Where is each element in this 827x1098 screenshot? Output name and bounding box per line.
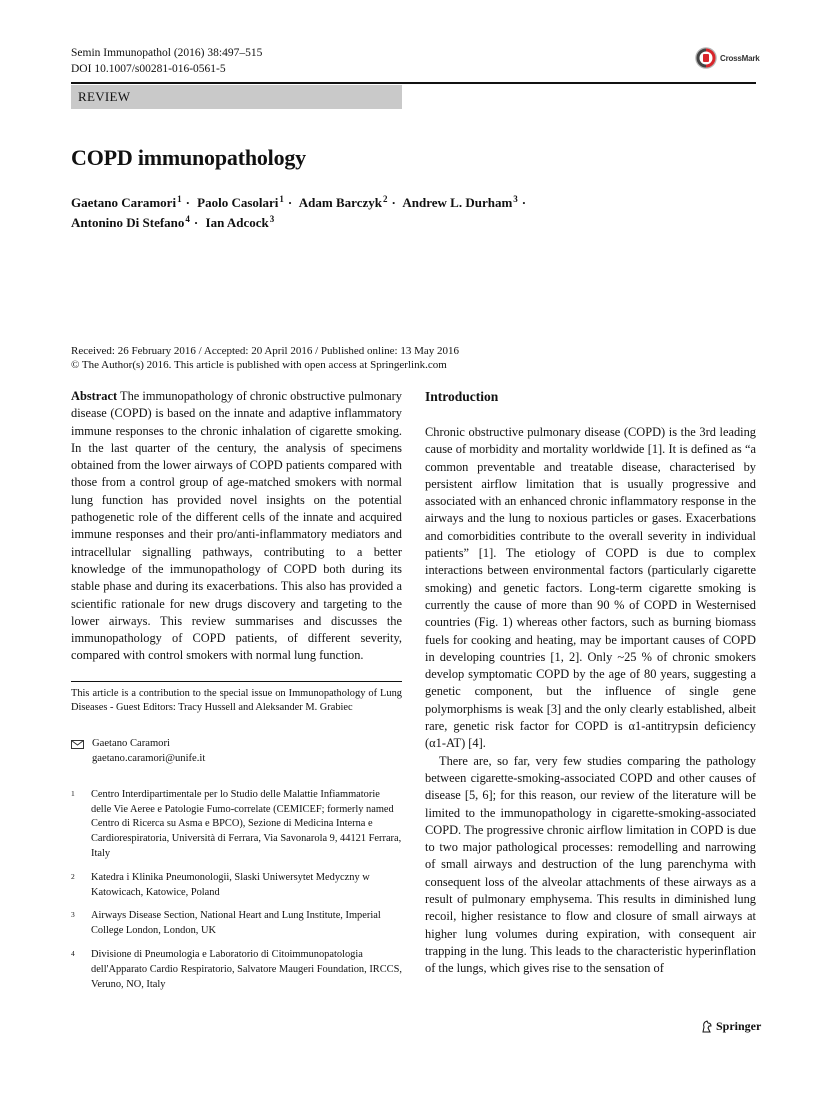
correspondence-email[interactable]: gaetano.caramori@unife.it (92, 752, 206, 764)
header-rule (71, 82, 756, 84)
affiliation-text: Airways Disease Section, National Heart and Lung Institute, Imperial College London, London, UK (91, 910, 381, 937)
author-affiliation-mark: 3 (269, 214, 275, 224)
publication-dates (71, 344, 459, 372)
affiliation-item (71, 948, 402, 992)
publisher-name: Springer (716, 1019, 762, 1033)
author-affiliation-mark: 4 (185, 214, 190, 224)
affiliation-item (71, 788, 402, 862)
crossmark-label: CrossMark (720, 53, 760, 63)
correspondence-name: Gaetano Caramori (92, 737, 170, 749)
crossmark-badge[interactable] (695, 47, 760, 69)
author-name[interactable]: Gaetano Caramori (71, 195, 177, 210)
right-column (425, 388, 756, 978)
springer-horse-icon (701, 1020, 713, 1033)
divider (71, 681, 402, 682)
contribution-note: This article is a contribution to the special issue on Immunopathology of Lung Diseases - Guest Editors: Tracy Hussell and Aleksander M. Grabiec (71, 687, 402, 714)
author-name[interactable]: Antonino Di Stefano (71, 215, 185, 230)
copyright-line: © The Author(s) 2016. This article is published with open access at Springerlink.com (71, 359, 447, 371)
author-name[interactable]: Ian Adcock (205, 215, 269, 230)
abstract-text: The immunopathology of chronic obstructive pulmonary disease (COPD) is based on the innate and adaptive inflammatory immune responses to the chronic inhalation of cigarette smoking. In the last quarter of the century, the analysis of specimens obtained from the lower airways of COPD patients compared with those from a control group of age-matched smokers with normal lung function has provided novel insights on the potential pathogenetic role of the different cells of the innate and acquired immune responses and their pro/anti-inflammatory mediators and intracellular signalling pathways, contributing to a better knowledge of the immunopathology of COPD both during its stable phase and during its exacerbations. This also has provided a scientific rationale for new drugs discovery and targeting to the lower airways. This review summarises and discusses the immunopathology of COPD patients, of different severity, compared with control smokers with normal lung function. (71, 389, 402, 663)
affiliation-number: 4 (71, 948, 75, 958)
affiliations (71, 788, 402, 993)
author-list: Gaetano Caramori$^1$ · Paolo Casolari$^1$ · Adam Barczyk$^2$ · Andrew L. Durham$^3$ · Antonino Di Stefano$^4$ · Ian Adcock$^3$ (71, 194, 527, 230)
affiliation-item (71, 909, 402, 939)
article-title: COPD immunopathology (71, 145, 306, 170)
affiliation-number: 1 (71, 788, 75, 798)
affiliation-text: Katedra i Klinika Pneumonologii, Slaski Uniwersytet Medyczny w Katowicach, Katowice, Poland (91, 871, 370, 898)
section-heading: Introduction (425, 389, 499, 404)
affiliation-number: 3 (71, 910, 75, 920)
intro-paragraph: There are, so far, very few studies comparing the pathology between cigarette-smoking-associated COPD and other causes of disease [5, 6]; for this reason, our review of the literature will be limited to the immunopathology in cigarette-smoking-associated COPD. The progressive chronic airflow limitation in COPD is due to two major pathological processes: remodelling and narrowing of small airways and destruction of the lung parenchyma with consequent loss of the alveolar attachments of these airways as a result of pulmonary emphysema. This results in diminished lung recoil, higher resistance to flow and closure of small airways at higher lung volumes during expiration, with consequent air trapping in the lung. This leads to the characteristic hyperinflation of the lungs, which gives rise to the sensation of (425, 753, 756, 976)
envelope-icon (71, 740, 84, 749)
intro-paragraph: Chronic obstructive pulmonary disease (COPD) is the 3rd leading cause of morbidity and mortality worldwide [1]. It is defined as “a common preventable and treatable disease, characterised by persistent airflow limitation that is usually progressive and associated with an enhanced chronic inflammatory response in the airways and the lung to noxious particles or gases. Exacerbations and comorbidities contribute to the overall severity in individual patients” [1]. The etiology of COPD is due to complex interactions between environmental factors (particularly cigarette smoking) and genetic factors. Long-term cigarette smoking is currently the cause of more than 90 % of COPD in Westernised countries (Fig. 1) whereas other factors, such as burning biomass fuels for cooking and heating, may be important causes of COPD in developing countries [1, 2]. Only ~25 % of chronic smokers develop symptomatic COPD by the age of 80 years, suggesting a genetic component, but the influence of single gene polymorphisms is weak [3] and the only clearly established, albeit rare, genetic risk factor for COPD is α1-antitrypsin deficiency (α1-AT) [4]. (425, 425, 756, 751)
affiliation-text: Centro Interdipartimentale per lo Studio delle Malattie Infiammatorie delle Vie Aeree e Patologie Fumo-correlate (CEMICEF; formerly named Centro di Ricerca su Asma e BPCO), Sezione di Medicina Interna e Cardiorespiratoria, Università di Ferrara, Via Savonarola 9, 44121 Ferrara, Italy (91, 788, 402, 859)
author-affiliation-mark: 1 (177, 194, 182, 204)
author-affiliation-mark: 1 (279, 194, 284, 204)
abstract-label: Abstract (71, 389, 118, 403)
journal-citation: Semin Immunopathol (2016) 38:497–515 (71, 47, 263, 59)
author-name[interactable]: Paolo Casolari (197, 195, 279, 210)
section-label: REVIEW (71, 85, 402, 109)
author-name[interactable]: Andrew L. Durham (402, 195, 513, 210)
dates-line: Received: 26 February 2016 / Accepted: 20 April 2016 / Published online: 13 May 2016 (71, 345, 459, 357)
left-column (71, 388, 402, 1001)
journal-header (71, 45, 262, 77)
author-affiliation-mark: 2 (382, 194, 388, 204)
crossmark-icon (695, 47, 717, 69)
affiliation-number: 2 (71, 871, 75, 881)
correspondence (71, 736, 402, 766)
abstract (71, 388, 402, 665)
publisher-logo (701, 1019, 761, 1034)
author-affiliation-mark: 3 (513, 194, 518, 204)
affiliation-item (71, 871, 402, 901)
author-name[interactable]: Adam Barczyk (298, 195, 382, 210)
affiliation-text: Divisione di Pneumologia e Laboratorio di Citoimmunopatologia dell'Apparato Cardio Respiratorio, Salvatore Maugeri Foundation, IRCCS, Veruno, NO, Italy (91, 948, 402, 990)
doi: DOI 10.1007/s00281-016-0561-5 (71, 63, 226, 75)
